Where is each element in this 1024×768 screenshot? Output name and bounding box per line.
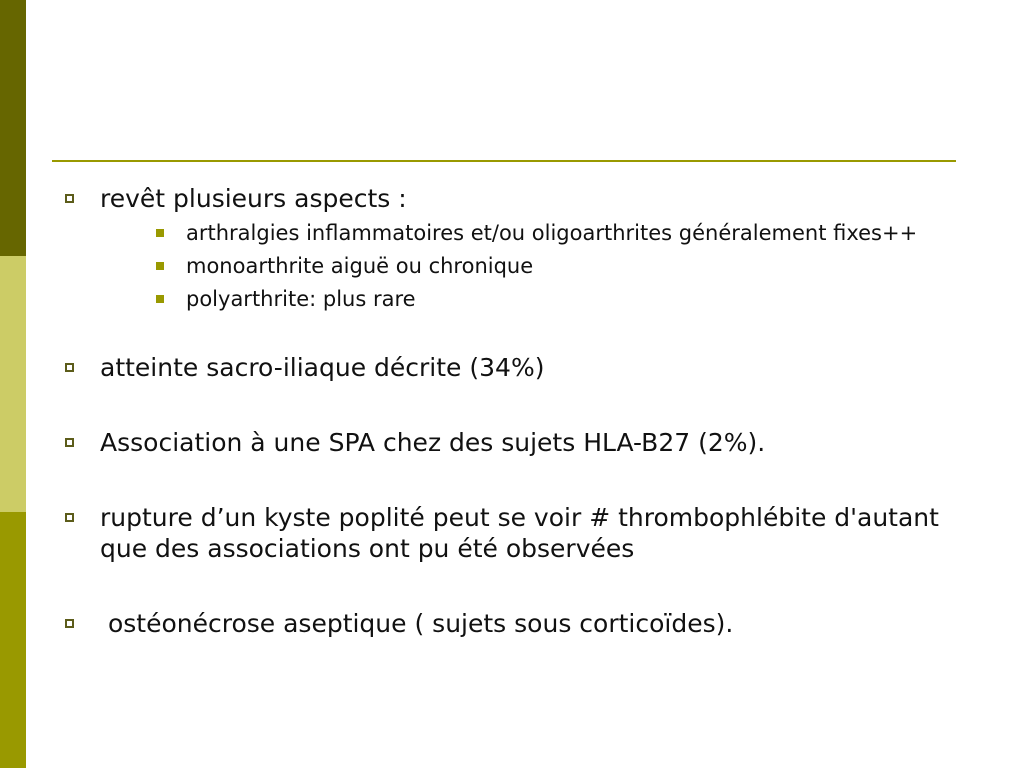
bullet-text: ostéonécrose aseptique ( sujets sous corticoïdes).: [100, 609, 734, 638]
filled-square-bullet-icon: [156, 295, 164, 303]
slide-body: [60, 183, 960, 639]
sub-bullet-text: polyarthrite: plus rare: [186, 287, 416, 311]
bullet-item: [60, 427, 960, 458]
square-bullet-icon: [65, 438, 74, 447]
sub-bullet-list: [100, 220, 960, 312]
bullet-text: revêt plusieurs aspects :: [100, 184, 407, 213]
bullet-text: Association à une SPA chez des sujets HLA-B27 (2%).: [100, 428, 766, 457]
bullet-item: [60, 608, 960, 639]
square-bullet-icon: [65, 513, 74, 522]
bullet-text: atteinte sacro-iliaque décrite (34%): [100, 353, 545, 382]
square-bullet-icon: [65, 619, 74, 628]
square-bullet-icon: [65, 194, 74, 203]
square-bullet-icon: [65, 363, 74, 372]
sub-bullet-item: [100, 220, 960, 246]
bullet-item: [60, 183, 960, 312]
bullet-item: [60, 502, 960, 564]
bullet-item: [60, 352, 960, 383]
sub-bullet-item: [100, 286, 960, 312]
filled-square-bullet-icon: [156, 229, 164, 237]
filled-square-bullet-icon: [156, 262, 164, 270]
title-divider: [52, 160, 956, 162]
side-band-bottom: [0, 512, 26, 768]
side-band-top: [0, 0, 26, 256]
sub-bullet-text: monoarthrite aiguë ou chronique: [186, 254, 534, 278]
bullet-text: rupture d’un kyste poplité peut se voir # thrombophlébite d'autant que des associations ont pu été observées: [100, 503, 939, 563]
sub-bullet-text: arthralgies inflammatoires et/ou oligoarthrites généralement fixes++: [186, 221, 918, 245]
sub-bullet-item: [100, 253, 960, 279]
side-band-middle: [0, 256, 26, 512]
